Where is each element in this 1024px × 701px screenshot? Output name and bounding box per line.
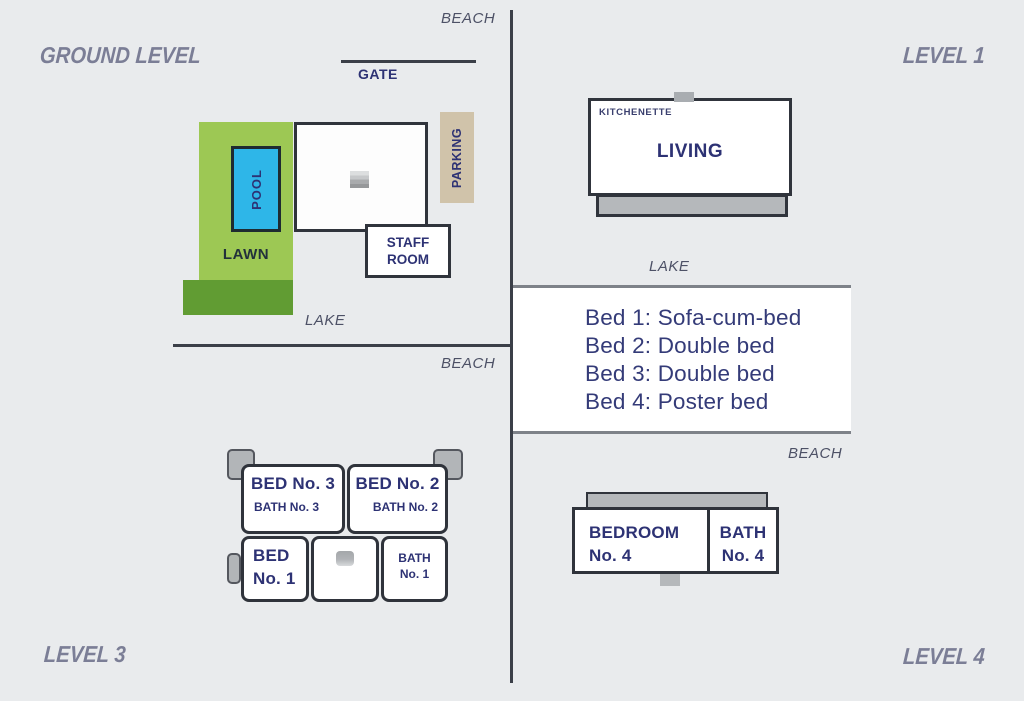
bed1-label	[253, 544, 296, 590]
pool-area	[231, 146, 281, 232]
bath4-label-line1: BATH	[719, 523, 767, 542]
gate-label: GATE	[358, 66, 398, 82]
ground-level-title: GROUND LEVEL	[39, 42, 202, 68]
lawn-label: LAWN	[222, 246, 270, 263]
stairs-icon	[350, 171, 369, 188]
beach-label-middle: BEACH	[441, 355, 496, 372]
shore-line	[173, 344, 511, 347]
bath3-label: BATH No. 3	[254, 500, 320, 514]
bedroom4-label-line2: No. 4	[589, 546, 632, 565]
bed-legend	[513, 285, 851, 434]
bedroom4-label-line1: BEDROOM	[589, 523, 680, 542]
level1-title: LEVEL 1	[902, 42, 986, 68]
staff-room	[365, 224, 451, 278]
bath4-label	[707, 521, 779, 567]
stairs-icon	[336, 551, 354, 566]
entry-tab-icon-level4	[660, 572, 680, 586]
lake-label-ground: LAKE	[305, 312, 346, 329]
gate-line	[341, 60, 476, 63]
kitchenette-label: KITCHENETTE	[599, 107, 673, 118]
parking-label: PARKING	[450, 127, 464, 188]
legend-line-1: Bed 1: Sofa-cum-bed	[585, 304, 802, 330]
lake-label-level1: LAKE	[649, 258, 690, 275]
bedroom4-label	[589, 521, 679, 567]
bath1-label-line2: No. 1	[399, 567, 430, 581]
level3-title: LEVEL 3	[43, 641, 127, 667]
bath4-label-line2: No. 4	[721, 546, 765, 565]
legend-line-3: Bed 3: Double bed	[585, 360, 775, 386]
bed1-label-line2: No. 1	[253, 569, 296, 588]
balcony-tab-left	[227, 553, 241, 584]
parking-area	[440, 112, 474, 203]
living-label: LIVING	[656, 141, 724, 162]
level4-title: LEVEL 4	[902, 643, 986, 669]
beach-label-level4: BEACH	[788, 445, 843, 462]
stair-landing-room	[311, 536, 379, 602]
garden-strip	[183, 280, 293, 315]
bed1-label-line1: BED	[253, 546, 290, 565]
bath1-label-line1: BATH	[398, 551, 431, 565]
staff-room-label: STAFF ROOM	[386, 235, 430, 267]
legend-line-4: Bed 4: Poster bed	[585, 388, 769, 414]
pool-label: POOL	[248, 168, 264, 210]
bed3-label: BED No. 3	[251, 474, 335, 493]
bath1-label	[381, 550, 448, 582]
entry-tab-icon	[674, 92, 694, 102]
bed2-label: BED No. 2	[355, 474, 440, 493]
beach-label-top: BEACH	[441, 10, 496, 27]
legend-line-2: Bed 2: Double bed	[585, 332, 775, 358]
level1-deck	[596, 194, 788, 217]
bath2-label: BATH No. 2	[372, 500, 438, 514]
